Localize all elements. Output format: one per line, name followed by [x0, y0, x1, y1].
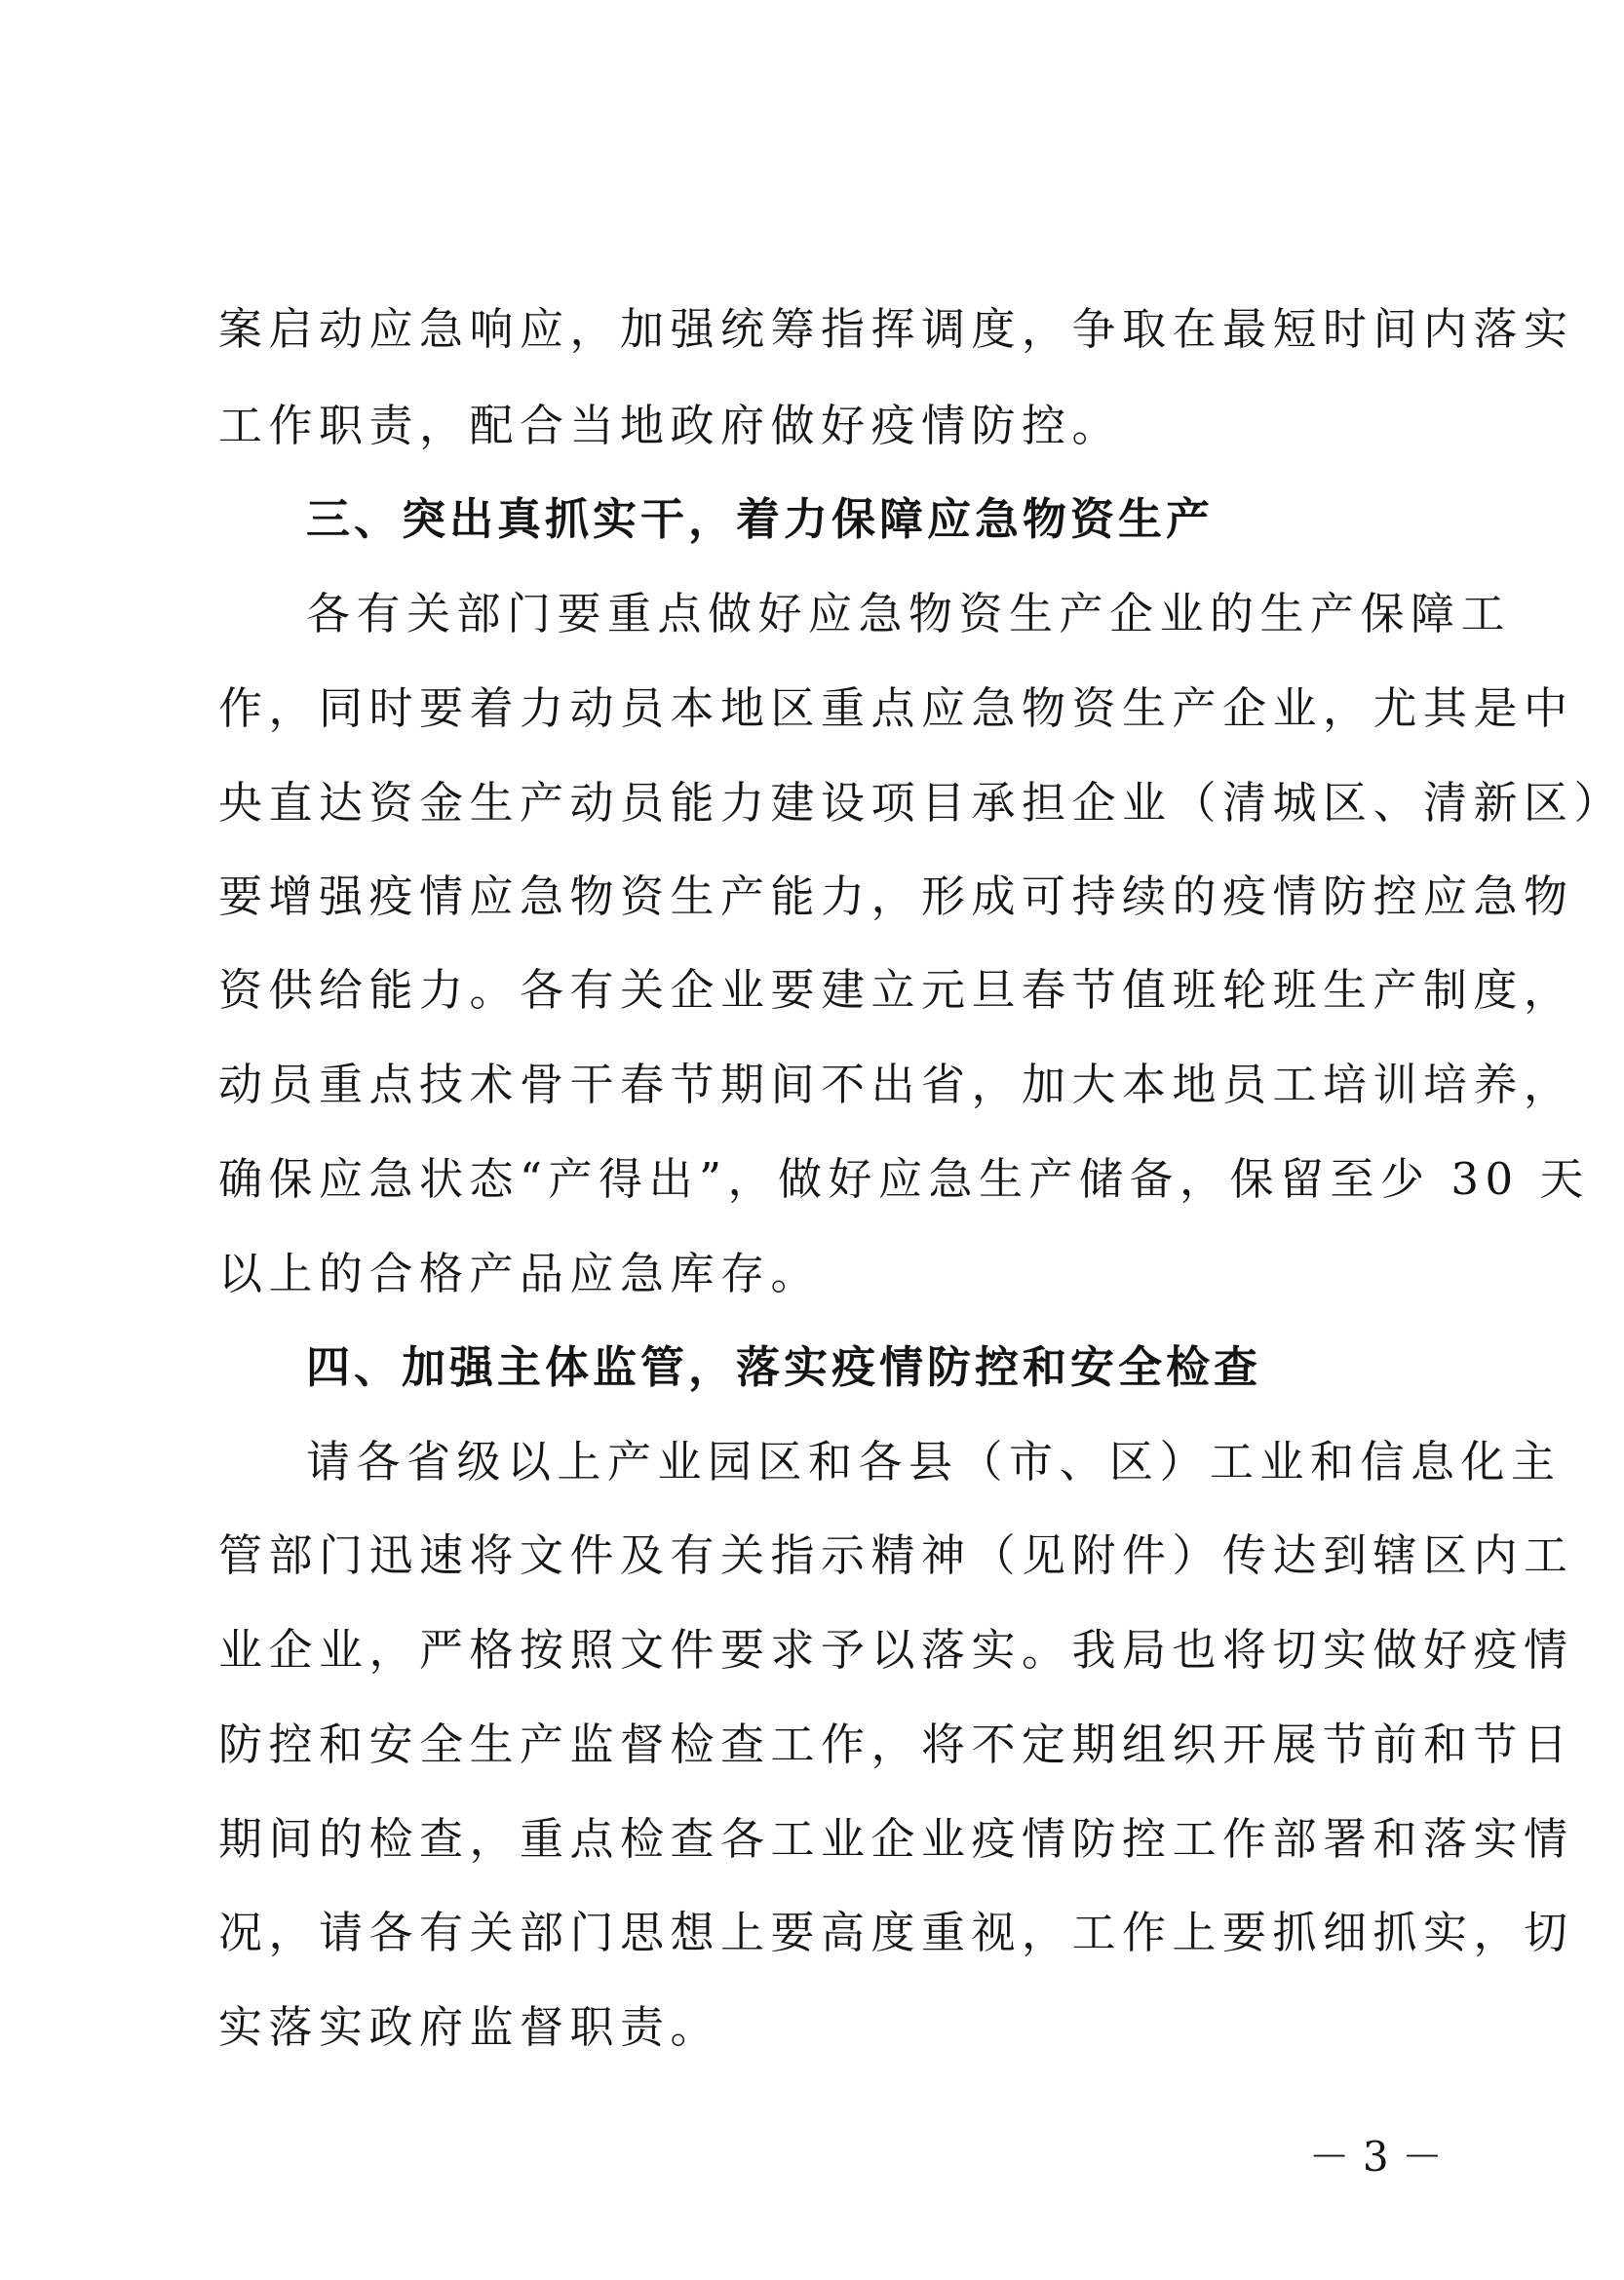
body-line: 案启动应急响应，加强统筹指挥调度，争取在最短时间内落实: [218, 303, 1574, 355]
page-number: － 3 －: [1308, 2133, 1443, 2181]
body-line: 确保应急状态“产得出”，做好应急生产储备，保留至少 30 天: [218, 1153, 1590, 1205]
body-line: 管部门迅速将文件及有关指示精神（见附件）传达到辖区内工: [218, 1529, 1574, 1581]
body-line: 要增强疫情应急物资生产能力，形成可持续的疫情防控应急物: [218, 870, 1574, 922]
section-heading-4: 四、加强主体监管，落实疫情防控和安全检查: [306, 1341, 1262, 1393]
body-line: 业企业，严格按照文件要求予以落实。我局也将切实做好疫情: [218, 1624, 1574, 1676]
body-line: 况，请各有关部门思想上要高度重视，工作上要抓细抓实，切: [218, 1907, 1574, 1958]
body-line: 防控和安全生产监督检查工作，将不定期组织开展节前和节日: [218, 1719, 1574, 1770]
body-line: 工作职责，配合当地政府做好疫情防控。: [218, 400, 1123, 451]
body-line: 央直达资金生产动员能力建设项目承担企业（清城区、清新区）: [218, 777, 1624, 829]
body-line: 各有关部门要重点做好应急物资生产企业的生产保障工: [306, 588, 1512, 639]
body-line: 实落实政府监督职责。: [218, 2001, 721, 2053]
section-heading-3: 三、突出真抓实干，着力保障应急物资生产: [306, 493, 1215, 545]
body-line: 动员重点技术骨干春节期间不出省，加大本地员工培训培养，: [218, 1059, 1574, 1110]
body-line: 请各省级以上产业园区和各县（市、区）工业和信息化主: [306, 1436, 1562, 1488]
body-line: 资供给能力。各有关企业要建立元旦春节值班轮班生产制度，: [218, 964, 1574, 1016]
body-line: 作，同时要着力动员本地区重点应急物资生产企业，尤其是中: [218, 682, 1574, 734]
body-line: 期间的检查，重点检查各工业企业疫情防控工作部署和落实情: [218, 1813, 1574, 1865]
body-line: 以上的合格产品应急库存。: [218, 1248, 822, 1299]
